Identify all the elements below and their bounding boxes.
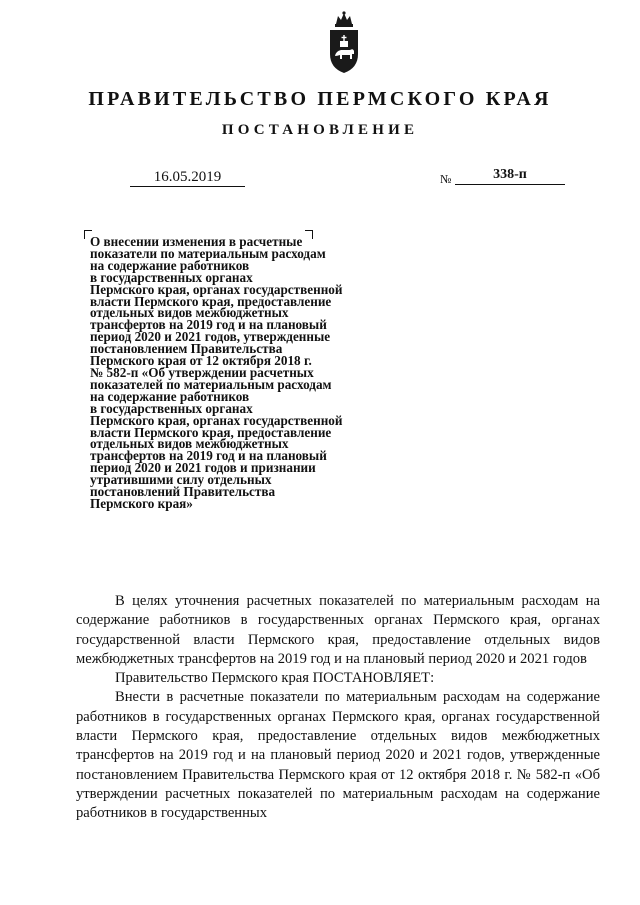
subject-line: в государственных органах bbox=[90, 269, 253, 285]
subject-line: Пермского края, органах государственной bbox=[90, 281, 343, 297]
subject-line: отдельных видов межбюджетных bbox=[90, 305, 289, 321]
subject-line: Пермского края от 12 октября 2018 г. bbox=[90, 353, 312, 369]
subject-line: № 582-п «Об утверждении расчетных bbox=[90, 364, 314, 380]
subject-line: власти Пермского края, предоставление bbox=[90, 424, 332, 440]
number-sign: № bbox=[440, 172, 452, 186]
subject-line: трансфертов на 2019 год и на плановый bbox=[90, 448, 327, 464]
government-title: ПРАВИТЕЛЬСТВО ПЕРМСКОГО КРАЯ bbox=[88, 88, 552, 110]
body-paragraph-preamble: В целях уточнения расчетных показателей по материальным расходам на содержание работников в государственных органах Пермского края, органах государственной власти Пермского края, предоставление отдельных видов межбюджетных трансфертов на 2019 год и на плановый период 2020 и 2021 годов bbox=[76, 593, 600, 667]
body-paragraph-decree: Правительство Пермского края ПОСТАНОВЛЯЕТ: bbox=[115, 670, 435, 687]
subject-line: утратившими силу отдельных bbox=[90, 472, 272, 488]
body-paragraph-amendment: Внести в расчетные показатели по материальным расходам на содержание работников в государственных органах Пермского края, органах государственной власти Пермского края, предоставление отдельных видов межбюджетных трансфертов на 2019 год и на плановый период 2020 и 2021 годов, утвержденные постановлением Правительства Пермского края от 12 октября 2018 г. № 582-п «Об утверждении расчетных показателей по материальным расходам на содержание работников в государственных bbox=[76, 689, 600, 822]
subject-line: власти Пермского края, предоставление bbox=[90, 293, 332, 309]
document-number: 338-п bbox=[455, 166, 565, 185]
subject-line: на содержание работников bbox=[90, 257, 250, 273]
subject-line: О внесении изменения в расчетные bbox=[90, 234, 303, 249]
subject-line: постановлением Правительства bbox=[90, 341, 283, 357]
subject-line: показатели по материальным расходам bbox=[90, 245, 326, 261]
subject-line: постановлений Правительства bbox=[90, 484, 276, 500]
subject-line: Пермского края, органах государственной bbox=[90, 412, 343, 428]
document-date: 16.05.2019 bbox=[130, 168, 245, 187]
subject-line: отдельных видов межбюджетных bbox=[90, 436, 289, 452]
subject-line: показателей по материальным расходам bbox=[90, 376, 332, 392]
document-type: ПОСТАНОВЛЕНИЕ bbox=[221, 122, 419, 138]
subject-line: в государственных органах bbox=[90, 400, 253, 416]
subject-line: Пермского края» bbox=[90, 495, 193, 511]
document-body bbox=[76, 592, 600, 824]
document-subject bbox=[90, 236, 390, 510]
subject-line: период 2020 и 2021 годов, утвержденные bbox=[90, 329, 331, 345]
coat-of-arms-icon bbox=[324, 10, 364, 76]
subject-line: период 2020 и 2021 годов и признании bbox=[90, 460, 316, 476]
subject-line: на содержание работников bbox=[90, 388, 250, 404]
subject-line: трансфертов на 2019 год и на плановый bbox=[90, 317, 327, 333]
